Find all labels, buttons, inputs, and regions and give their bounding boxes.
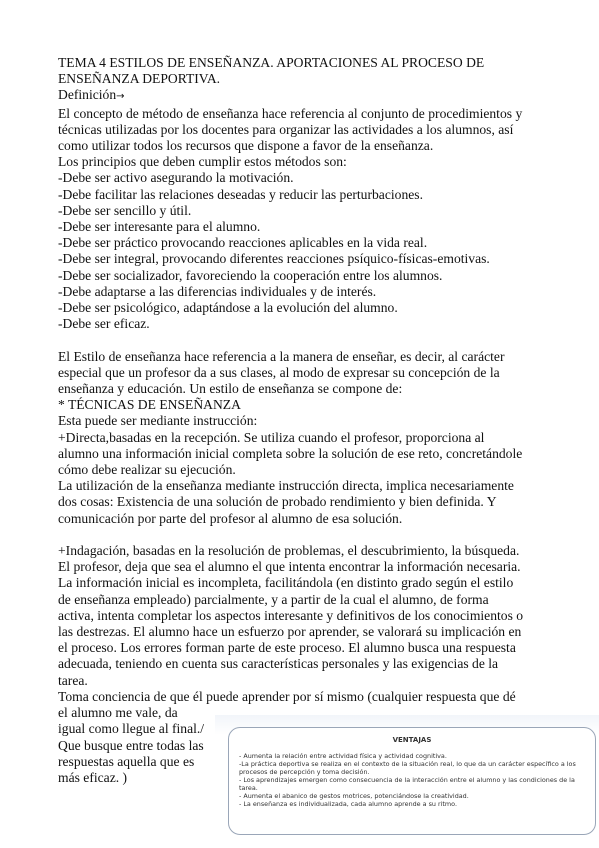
text-line: cómo debe realizar su ejecución. — [58, 462, 236, 478]
text-line: El concepto de método de enseñanza hace referencia al conjunto de procedimientos y — [58, 105, 523, 121]
text-line: más eficaz. ) — [58, 769, 128, 785]
text-line: +Indagación, basadas en la resolución de problemas, el descubrimiento, la búsqueda. — [58, 543, 520, 559]
title-line: ENSEÑANZA DEPORTIVA. — [58, 71, 221, 87]
ventaja-item: - Aumenta el abanico de gestos motrices, potenciándose la creatividad. — [239, 792, 469, 800]
text-line: de enseñanza empleado) parcialmente, y a partir de la cual el alumno, de forma — [58, 591, 489, 607]
text-line: La información inicial es incompleta, facilitándola (en distinto grado según el estilo — [58, 575, 514, 591]
spacer — [58, 527, 558, 543]
ventajas-title: VENTAJAS — [392, 736, 432, 744]
text-line: -Debe ser activo asegurando la motivación. — [58, 170, 294, 186]
text-line: las destrezas. El alumno hace un esfuerzo por aprender, se valorará su implicación en — [58, 624, 522, 640]
ventajas-list — [239, 752, 585, 808]
text-line: especial que un profesor da a sus clases, al modo de expresar su concepción de la — [58, 364, 500, 380]
ventajas-box — [228, 727, 596, 835]
text-line: Esta puede ser mediante instrucción: — [58, 413, 258, 429]
text-line: -Debe facilitar las relaciones deseadas y reducir las perturbaciones. — [58, 186, 423, 202]
text-line: El Estilo de enseñanza hace referencia a la manera de enseñar, es decir, al carácter — [58, 348, 505, 364]
text-line: -Debe ser interesante para el alumno. — [58, 219, 261, 235]
text-line: -Debe ser eficaz. — [58, 316, 150, 332]
text-line: tarea. — [58, 672, 88, 688]
text-line: Toma conciencia de que él puede aprender por sí mismo (cualquier respuesta que dé — [58, 688, 516, 704]
text-line: -Debe ser psicológico, adaptándose a la evolución del alumno. — [58, 300, 398, 316]
text-line: -Debe ser socializador, favoreciendo la cooperación entre los alumnos. — [58, 267, 443, 283]
ventaja-item: - Aumenta la relación entre actividad física y actividad cognitiva. — [239, 752, 447, 760]
text-line: respuestas aquella que es — [58, 753, 195, 769]
text-line: Los principios que deben cumplir estos métodos son: — [58, 154, 347, 170]
text-line: -Debe ser integral, provocando diferentes reacciones psíquico-físicas-emotivas. — [58, 251, 490, 267]
definition-label: Definición — [58, 87, 117, 103]
text-line: El profesor, deja que sea el alumno el que intenta encontrar la información necesaria. — [58, 559, 521, 575]
text-line: alumno una información inicial completa sobre la solución de ese reto, concretándole — [58, 445, 523, 461]
document-title — [58, 55, 558, 87]
text-line: dos cosas: Existencia de una solución de probado rendimiento y bien definida. Y — [58, 494, 497, 510]
text-line: el proceso. Los errores forman parte de este proceso. El alumno busca una respuesta — [58, 640, 516, 656]
arrow-right-icon: → — [116, 91, 125, 103]
title-line: TEMA 4 ESTILOS DE ENSEÑANZA. APORTACIONES AL PROCESO DE — [58, 55, 485, 70]
text-line: -Debe adaptarse a las diferencias individuales y de interés. — [58, 283, 377, 299]
text-line: como utilizar todos los recursos que dispone a favor de la enseñanza. — [58, 138, 434, 154]
intro-section — [58, 106, 558, 333]
text-line: técnicas utilizadas por los docentes para organizar las actividades a los alumnos, así — [58, 121, 514, 137]
text-line: +Directa,basadas en la recepción. Se utiliza cuando el profesor, proporciona al — [58, 429, 485, 445]
text-line: activa, intenta completar los aspectos interesante y definitivos de los conocimientos o — [58, 607, 524, 623]
document-body — [58, 55, 558, 786]
ventaja-item: - La enseñanza es individualizada, cada alumno aprende a su ritmo. — [239, 800, 457, 808]
text-line: adecuada, teniendo en cuenta sus características personales y las exigencias de la — [58, 656, 499, 672]
text-line: enseñanza y educación. Un estilo de enseñanza se compone de: — [58, 381, 403, 397]
text-line: -Debe ser sencillo y útil. — [58, 202, 192, 218]
text-line: La utilización de la enseñanza mediante instrucción directa, implica necesariamente — [58, 478, 514, 494]
definition-heading — [58, 87, 558, 105]
ventaja-item: -La práctica deportiva se realiza en el contexto de la situación real, lo que da un carácter específico a los procesos de percepción y toma decisión. — [239, 760, 576, 776]
text-line: Que busque entre todas las — [58, 737, 204, 753]
text-line: comunicación por parte del profesor al alumno de esa solución. — [58, 510, 403, 526]
text-line: -Debe ser práctico provocando reacciones aplicables en la vida real. — [58, 235, 428, 251]
text-line: igual como llegue al final./ — [58, 721, 205, 737]
style-section — [58, 349, 558, 527]
text-line: el alumno me vale, da — [58, 705, 178, 721]
spacer — [58, 332, 558, 348]
ventaja-item: - Los aprendizajes emergen como consecuencia de la interacción entre el alumno y las condiciones de la tarea. — [239, 776, 575, 792]
text-line: * TÉCNICAS DE ENSEÑANZA — [58, 397, 241, 413]
